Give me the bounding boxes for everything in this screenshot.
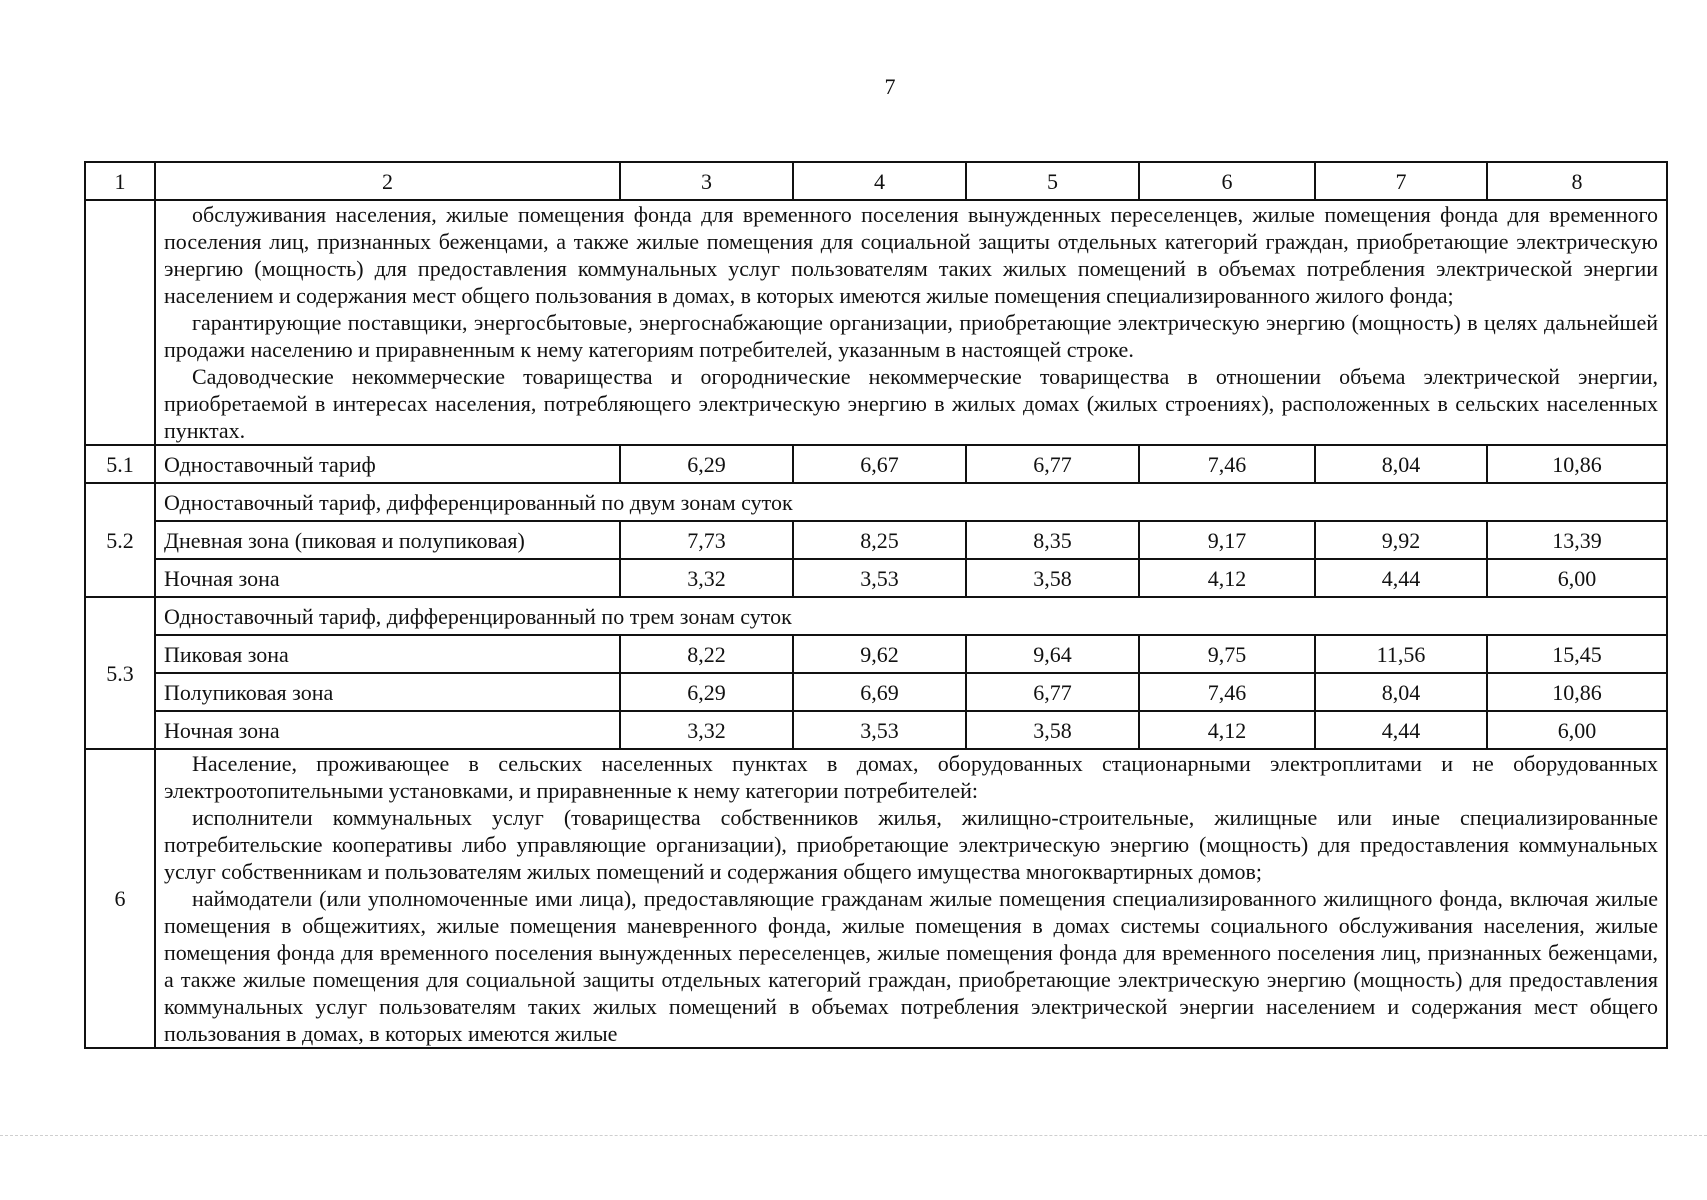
column-number-header-row (85, 162, 1667, 200)
tariff-label: Пиковая зона (155, 635, 620, 673)
row-number (85, 200, 155, 445)
scan-edge-line (0, 1135, 1707, 1137)
tariff-value: 6,67 (793, 445, 966, 483)
tariff-value: 15,45 (1487, 635, 1667, 673)
tariff-value: 8,25 (793, 521, 966, 559)
tariff-value: 10,86 (1487, 445, 1667, 483)
tariff-value: 3,53 (793, 559, 966, 597)
tariff-row-5-3-half-peak (85, 673, 1667, 711)
tariff-label: Ночная зона (155, 711, 620, 749)
column-header: 6 (1139, 162, 1315, 200)
tariff-row-5-1 (85, 445, 1667, 483)
tariff-row-5-2-night (85, 559, 1667, 597)
paragraph: исполнители коммунальных услуг (товарищества собственников жилья, жилищно-строительные, жилищные или иные специализированные потребительские кооперативы либо управляющие организации), приобретающие электрическую энергию (мощность) для предоставления коммунальных услуг собственникам и пользователям жилых помещений и содержания общего имущества многоквартирных домов; (164, 805, 1658, 884)
tariff-value: 9,17 (1139, 521, 1315, 559)
tariff-value: 6,77 (966, 673, 1139, 711)
tariff-value: 8,35 (966, 521, 1139, 559)
column-header: 2 (155, 162, 620, 200)
paragraph: обслуживания населения, жилые помещения фонда для временного поселения вынужденных переселенцев, жилые помещения фонда для временного поселения лиц, признанных беженцами, а также жилые помещения для социальной защиты отдельных категорий граждан, приобретающие электрическую энергию (мощность) для предоставления коммунальных услуг пользователям таких жилых помещений в объемах потребления электрической энергии населением и содержания мест общего пользования в домах, в которых имеются жилые помещения специализированного жилого фонда; (164, 202, 1658, 308)
tariff-value: 4,12 (1139, 711, 1315, 749)
page-number: 7 (884, 74, 896, 99)
tariff-value: 8,04 (1315, 673, 1487, 711)
tariff-value: 6,00 (1487, 559, 1667, 597)
tariff-value: 4,44 (1315, 711, 1487, 749)
paragraph: Население, проживающее в сельских населенных пунктах в домах, оборудованных стационарными электроплитами и не оборудованных электроотопительными установками, и приравненные к нему категории потребителей: (164, 751, 1658, 803)
tariff-label: Ночная зона (155, 559, 620, 597)
category-row-6 (85, 749, 1667, 1048)
paragraph: наймодатели (или уполномоченные ими лица), предоставляющие гражданам жилые помещения специализированного жилищного фонда, включая жилые помещения в общежитиях, жилые помещения маневренного фонда, жилые помещения в домах системы социального обслуживания населения, жилые помещения фонда для временного поселения вынужденных переселенцев, жилые помещения фонда для временного поселения лиц, признанных беженцами, а также жилые помещения для социальной защиты отдельных категорий граждан, приобретающие электрическую энергию (мощность) для предоставления коммунальных услуг пользователям таких жилых помещений в объемах потребления электрической энергии населением и содержания мест общего пользования в домах, в которых имеются жилые (164, 886, 1658, 1046)
continuation-row (85, 200, 1667, 445)
tariff-value: 7,46 (1139, 673, 1315, 711)
tariff-value: 3,58 (966, 711, 1139, 749)
tariff-value: 9,64 (966, 635, 1139, 673)
tariff-table (84, 161, 1668, 1049)
tariff-value: 10,86 (1487, 673, 1667, 711)
tariff-row-5-2-day (85, 521, 1667, 559)
tariff-label: Одноставочный тариф (155, 445, 620, 483)
tariff-value: 8,22 (620, 635, 793, 673)
column-header: 5 (966, 162, 1139, 200)
tariff-value: 3,58 (966, 559, 1139, 597)
paragraph: гарантирующие поставщики, энергосбытовые, энергоснабжающие организации, приобретающие электрическую энергию (мощность) в целях дальнейшей продажи населению и приравненным к нему категориям потребителей, указанным в настоящей строке. (164, 310, 1658, 362)
tariff-value: 4,12 (1139, 559, 1315, 597)
continuation-text (155, 200, 1667, 445)
column-header: 8 (1487, 162, 1667, 200)
tariff-row-5-2-title (85, 483, 1667, 521)
tariff-group-title: Одноставочный тариф, дифференцированный по трем зонам суток (155, 597, 1667, 635)
tariff-value: 3,53 (793, 711, 966, 749)
tariff-row-5-3-night (85, 711, 1667, 749)
tariff-value: 7,73 (620, 521, 793, 559)
tariff-value: 3,32 (620, 711, 793, 749)
tariff-value: 13,39 (1487, 521, 1667, 559)
category-text (155, 749, 1667, 1048)
tariff-value: 3,32 (620, 559, 793, 597)
tariff-label: Дневная зона (пиковая и полупиковая) (155, 521, 620, 559)
tariff-label: Полупиковая зона (155, 673, 620, 711)
tariff-value: 9,75 (1139, 635, 1315, 673)
tariff-value: 6,69 (793, 673, 966, 711)
tariff-value: 6,77 (966, 445, 1139, 483)
tariff-row-5-3-peak (85, 635, 1667, 673)
column-header: 4 (793, 162, 966, 200)
tariff-value: 9,92 (1315, 521, 1487, 559)
paragraph: Садоводческие некоммерческие товарищества и огороднические некоммерческие товарищества в отношении объема электрической энергии, приобретаемой в интересах населения, потребляющего электрическую энергию в жилых домах (жилых строениях), расположенных в сельских населенных пунктах. (164, 364, 1658, 443)
tariff-group-title: Одноставочный тариф, дифференцированный по двум зонам суток (155, 483, 1667, 521)
tariff-value: 11,56 (1315, 635, 1487, 673)
row-number: 5.3 (85, 597, 155, 749)
tariff-value: 6,29 (620, 673, 793, 711)
row-number: 5.2 (85, 483, 155, 597)
row-number: 6 (85, 749, 155, 1048)
tariff-value: 6,29 (620, 445, 793, 483)
tariff-value: 9,62 (793, 635, 966, 673)
tariff-value: 8,04 (1315, 445, 1487, 483)
tariff-row-5-3-title (85, 597, 1667, 635)
tariff-value: 6,00 (1487, 711, 1667, 749)
tariff-value: 7,46 (1139, 445, 1315, 483)
row-number: 5.1 (85, 445, 155, 483)
column-header: 7 (1315, 162, 1487, 200)
column-header: 3 (620, 162, 793, 200)
column-header: 1 (85, 162, 155, 200)
tariff-value: 4,44 (1315, 559, 1487, 597)
